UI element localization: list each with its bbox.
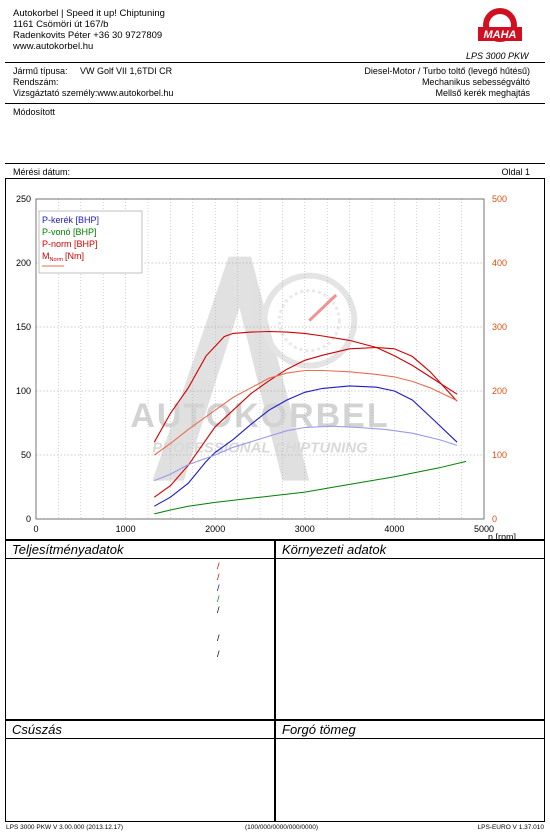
slip-title: Csúszás — [12, 722, 62, 737]
torque-detail-slash: / — [217, 649, 220, 659]
watermark-text: AUTOKORBEL — [130, 396, 390, 435]
vehicle-type-label: Jármű típusa: — [13, 66, 68, 76]
y-right-tick-label: 300 — [492, 322, 508, 332]
tester-label: Vizsgáztató személy: — [13, 88, 98, 98]
legend-p-wheel: P-kerék [BHP] — [42, 215, 100, 225]
y-right-tick-label: 500 — [492, 194, 508, 204]
rotating-mass-title: Forgó tömeg — [282, 722, 356, 737]
legend-p-norm: P-norm [BHP] — [42, 239, 98, 249]
footer-center: (100/000/0000/000/0000) — [245, 824, 319, 831]
footer-left: LPS 3000 PKW V 3.00.000 (2013.12.17) — [6, 824, 124, 831]
legend-p-drag: P-vonó [BHP] — [42, 227, 97, 237]
y-left-tick-label: 250 — [15, 194, 31, 204]
din-note — [12, 666, 274, 677]
x-tick-label: 2000 — [205, 524, 226, 534]
performance-row — [12, 594, 274, 605]
perf-slash: / — [217, 605, 220, 615]
company-line: Autokorbel | Speed it up! Chiptuning — [13, 8, 165, 19]
maha-logo — [470, 5, 530, 55]
mass-row — [282, 786, 544, 797]
environment-row — [282, 601, 544, 612]
correction-row — [12, 677, 274, 688]
tester-value: www.autokorbel.hu — [97, 88, 174, 98]
environment-panel — [275, 540, 545, 720]
environment-row — [282, 626, 544, 637]
series-line — [154, 461, 466, 514]
y-right-tick-label: 100 — [492, 450, 508, 460]
maha-logo-graphic — [470, 5, 530, 55]
company-line: 1161 Csömöri út 167/b — [13, 19, 109, 30]
torque-detail-row — [12, 633, 274, 644]
x-axis-label: n [rpm] — [487, 532, 516, 539]
slip-row — [12, 787, 274, 798]
y-right-tick-label: 400 — [492, 258, 508, 268]
performance-row — [12, 583, 274, 594]
x-tick-label: 5000 — [473, 524, 495, 534]
y-right-tick-label: 200 — [492, 386, 508, 396]
engine-type: Diesel-Motor / Turbo toltő (levegő hűtésű) — [364, 66, 530, 76]
y-left-tick-label: 150 — [15, 322, 31, 332]
vehicle-type-value: VW Golf VII 1,6TDI CR — [80, 66, 173, 76]
torque-detail-slash: / — [217, 633, 220, 643]
mass-row — [282, 772, 544, 783]
torque-row — [12, 622, 274, 633]
slip-row — [12, 772, 274, 783]
x-tick-label: 4000 — [384, 524, 405, 534]
footer-right: LPS-EURO V 1.37.010 — [477, 824, 544, 831]
autokorbel-watermark — [130, 257, 389, 481]
chart-frame — [5, 178, 545, 540]
y-left-tick-label: 50 — [20, 450, 31, 460]
drive-type: Mellső kerék meghajtás — [435, 88, 530, 98]
company-address — [13, 8, 165, 52]
y-left-tick-label: 100 — [15, 386, 31, 396]
performance-row — [12, 572, 274, 583]
chart-legend — [39, 211, 142, 273]
company-line: Radenkovits Péter +36 30 9727809 — [13, 30, 163, 41]
perf-slash: / — [217, 594, 220, 604]
y-left-tick-label: 0 — [25, 514, 31, 524]
perf-slash: / — [217, 572, 220, 582]
modified-note: Módosított — [13, 107, 56, 117]
y-left-tick-label: 200 — [15, 258, 31, 268]
torque-detail-row — [12, 649, 274, 660]
rotating-mass-panel — [275, 720, 545, 822]
perf-slash: / — [217, 583, 220, 593]
performance-panel — [5, 540, 275, 720]
performance-title: Teljesítményadatok — [12, 542, 124, 557]
gearbox-type: Mechanikus sebességváltó — [421, 77, 530, 87]
measure-date-label: Mérési dátum: — [13, 167, 71, 177]
registration-label: Rendszám: — [13, 77, 59, 87]
company-line: www.autokorbel.hu — [13, 41, 94, 52]
x-tick-label: 3000 — [294, 524, 315, 534]
environment-title: Környezeti adatok — [282, 542, 387, 557]
maha-logo-text: MAHA — [483, 29, 517, 41]
x-tick-label: 0 — [33, 524, 39, 534]
power-torque-chart — [6, 179, 544, 539]
y-right-tick-label: 0 — [492, 514, 498, 524]
legend-m-norm: $M_{Norm}$ [Nm] — [42, 251, 84, 263]
slip-panel — [5, 720, 275, 822]
page-number: Oldal 1 — [501, 167, 530, 177]
performance-row — [12, 605, 274, 616]
x-tick-label: 1000 — [115, 524, 136, 534]
perf-slash: / — [217, 561, 220, 571]
device-name: LPS 3000 PKW — [466, 51, 529, 61]
performance-row — [12, 561, 274, 572]
watermark-subtitle: PROFESSIONAL CHIPTUNING — [152, 439, 368, 457]
